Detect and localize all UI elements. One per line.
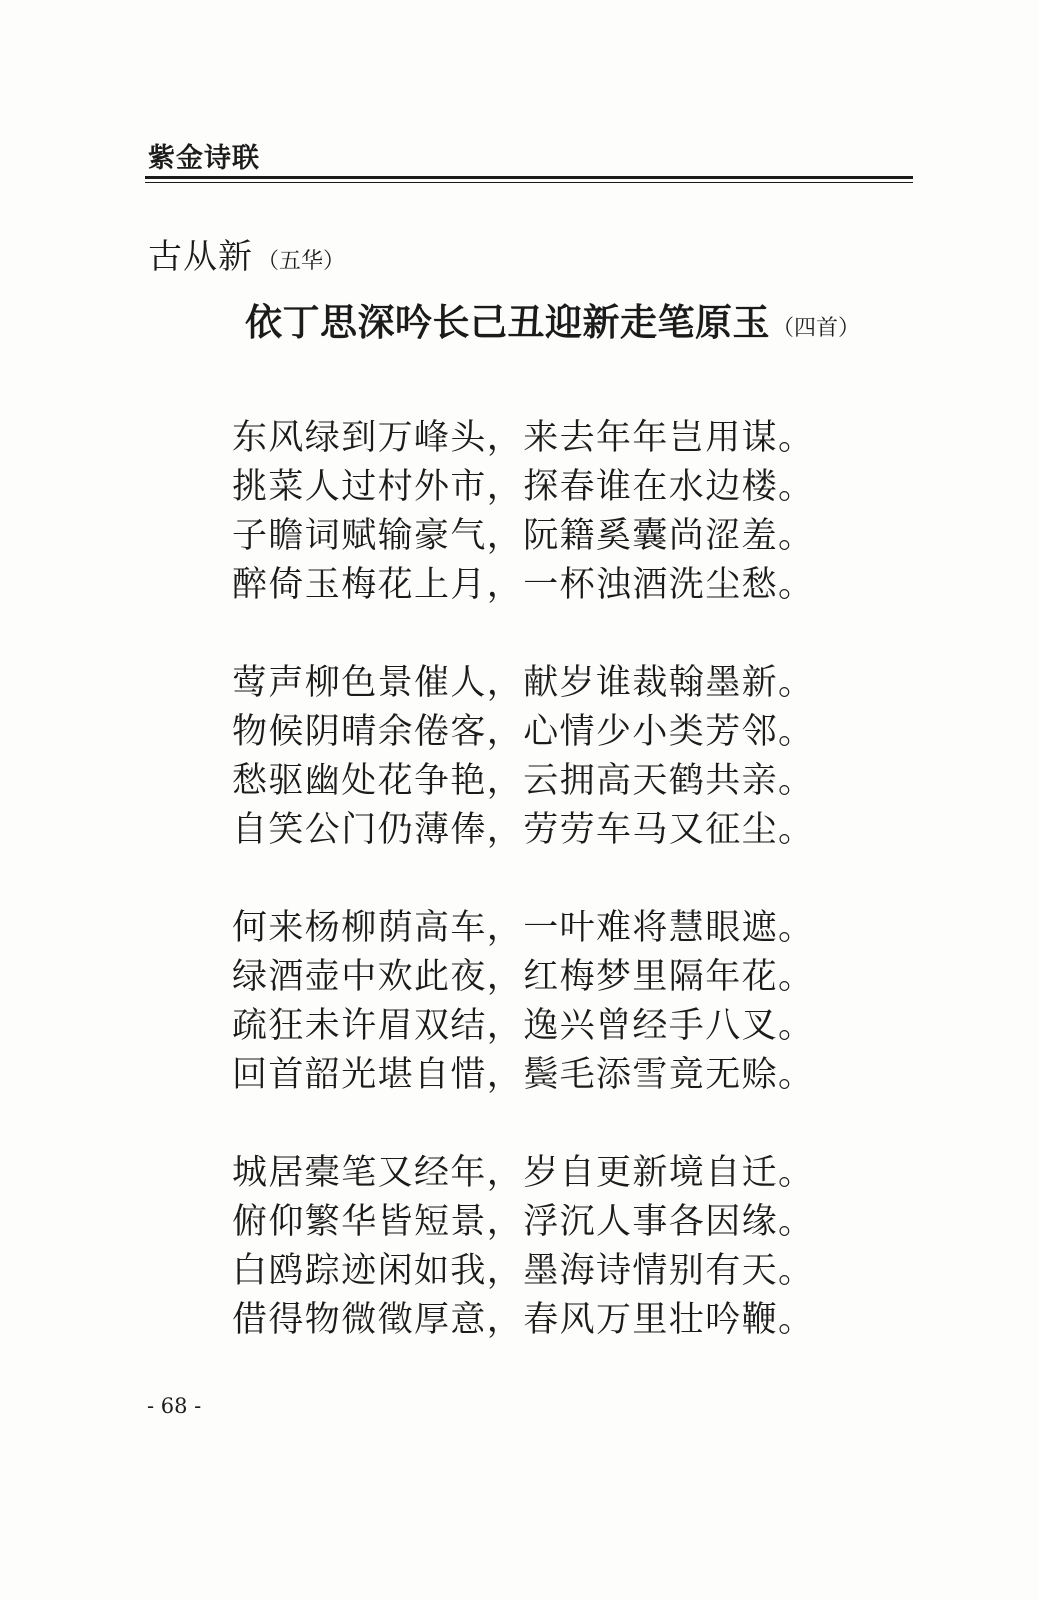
poem-line: 物候阴晴余倦客，心情少小类芳邻。 [232, 712, 815, 752]
stanza-2 [232, 659, 932, 855]
poem-line: 愁驱幽处花争艳，云拥高天鹤共亲。 [232, 761, 815, 801]
poem-line: 东风绿到万峰头，来去年年岂用谋。 [232, 418, 815, 458]
author-line [148, 236, 345, 284]
author-name: 古从新 [148, 237, 253, 277]
poem-title: 依丁思深吟长己丑迎新走笔原玉 [245, 300, 770, 344]
author-origin: （五华） [257, 249, 346, 274]
poem-line: 莺声柳色景催人，献岁谁裁翰墨新。 [232, 663, 815, 703]
poem-line: 绿酒壶中欢此夜，红梅梦里隔年花。 [232, 957, 815, 997]
poem-body [232, 414, 932, 1394]
running-header-title: 紫金诗联 [148, 143, 260, 174]
poem-note: （四首） [772, 316, 861, 341]
stanza-3 [232, 904, 932, 1100]
poem-line: 挑菜人过村外市，探春谁在水边楼。 [232, 467, 815, 507]
poem-line: 子瞻词赋输豪气，阮籍奚囊尚涩羞。 [232, 516, 815, 556]
header-rule-thick [145, 176, 913, 179]
stanza-1 [232, 414, 932, 610]
poem-line: 回首韶光堪自惜，鬓毛添雪竟无赊。 [232, 1055, 815, 1095]
stanza-4 [232, 1149, 932, 1345]
poem-heading [245, 298, 860, 354]
poem-line: 俯仰繁华皆短景，浮沉人事各因缘。 [232, 1202, 815, 1242]
poem-line: 醉倚玉梅花上月，一杯浊酒洗尘愁。 [232, 565, 815, 605]
poem-line: 借得物微徵厚意，春风万里壮吟鞭。 [232, 1300, 815, 1340]
page-number: - 68 - [147, 1394, 202, 1418]
poem-line: 疏狂未许眉双结，逸兴曾经手八叉。 [232, 1006, 815, 1046]
poem-line: 白鸥踪迹闲如我，墨海诗情别有天。 [232, 1251, 815, 1291]
poem-line: 城居橐笔又经年，岁自更新境自迁。 [232, 1153, 815, 1193]
poem-line: 何来杨柳荫高车，一叶难将慧眼遮。 [232, 908, 815, 948]
poem-line: 自笑公门仍薄俸，劳劳车马又征尘。 [232, 810, 815, 850]
header-rule-thin [145, 182, 913, 183]
